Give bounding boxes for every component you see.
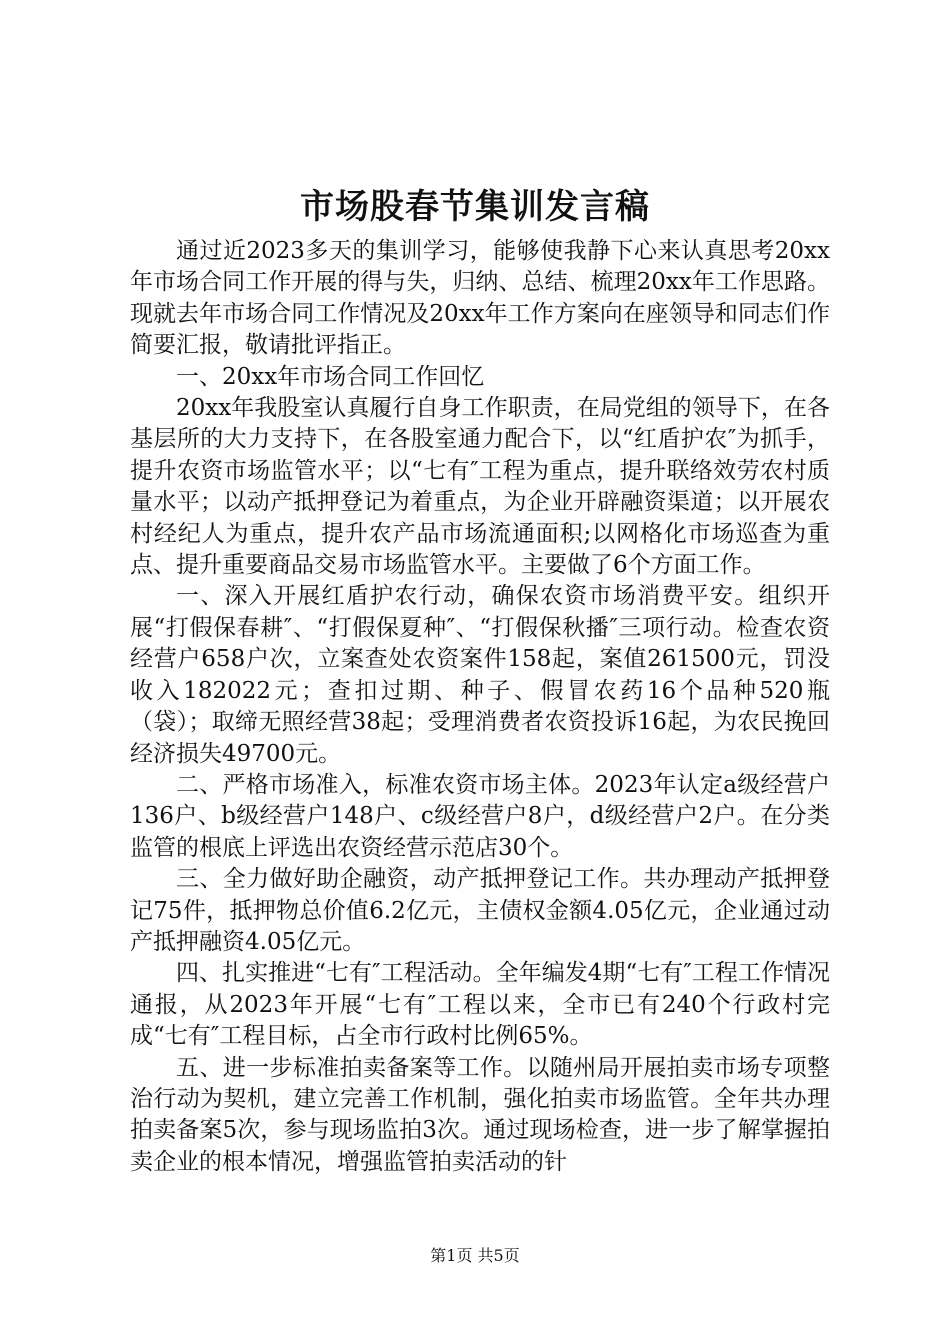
paragraph-overview: 20xx年我股室认真履行自身工作职责，在局党组的领导下，在各基层所的大力支持下，在各股室通力配合下，以“红盾护农″为抓手，提升农资市场监管水平；以“七有″工程为重点，提升联络效劳农村质量水平；以动产抵押登记为着重点，为企业开辟融资渠道；以开展农村经纪人为重点，提升农产品市场流通面积;以网格化市场巡查为重点、提升重要商品交易市场监管水平。主要做了6个方面工作。 — [130, 395, 830, 579]
document-title: 市场股春节集训发言稿 — [300, 187, 650, 227]
paragraph-item-4: 四、扎实推进“七有″工程活动。全年编发4期“七有″工程工作情况通报，从2023年开展“七有″工程以来，全市已有240个行政村完成“七有″工程目标，占全市行政村比例65%。 — [130, 960, 830, 1050]
section-heading-review: 一、20xx年市场合同工作回忆 — [176, 363, 485, 390]
paragraph-item-2: 二、严格市场准入，标准农资市场主体。2023年认定a级经营户136户、b级经营户148户、c级经营户8户，d级经营户2户。在分类监管的根底上评选出农资经营示范店30个。 — [130, 771, 830, 861]
page-number-footer: 第1页 共5页 — [430, 1246, 520, 1265]
paragraph-item-3: 三、全力做好助企融资，动产抵押登记工作。共办理动产抵押登记75件，抵押物总价值6.2亿元，主债权金额4.05亿元，企业通过动产抵押融资4.05亿元。 — [130, 866, 830, 955]
paragraph-intro: 通过近2023多天的集训学习，能够使我静下心来认真思考20xx年市场合同工作开展的得与失，归纳、总结、梳理20xx年工作思路。现就去年市场合同工作情况及20xx年工作方案向在座领导和同志们作简要汇报，敬请批评指正。 — [130, 238, 830, 359]
paragraph-item-5: 五、进一步标准拍卖备案等工作。以随州局开展拍卖市场专项整治行动为契机，建立完善工作机制，强化拍卖市场监管。全年共办理拍卖备案5次，参与现场监拍3次。通过现场检查，进一步了解掌握拍卖企业的根本情况，增强监管拍卖活动的针 — [130, 1054, 830, 1175]
paragraph-item-1: 一、深入开展红盾护农行动，确保农资市场消费平安。组织开展“打假保春耕″、“打假保夏种″、“打假保秋播″三项行动。检查农资经营户658户次，立案查处农资案件158起，案值261500元，罚没收入182022元；查扣过期、种子、假冒农药16个品种520瓶（袋）；取缔无照经营38起；受理消费者农资投诉16起，为农民挽回经济损失49700元。 — [130, 583, 830, 767]
document-body — [130, 236, 830, 1178]
